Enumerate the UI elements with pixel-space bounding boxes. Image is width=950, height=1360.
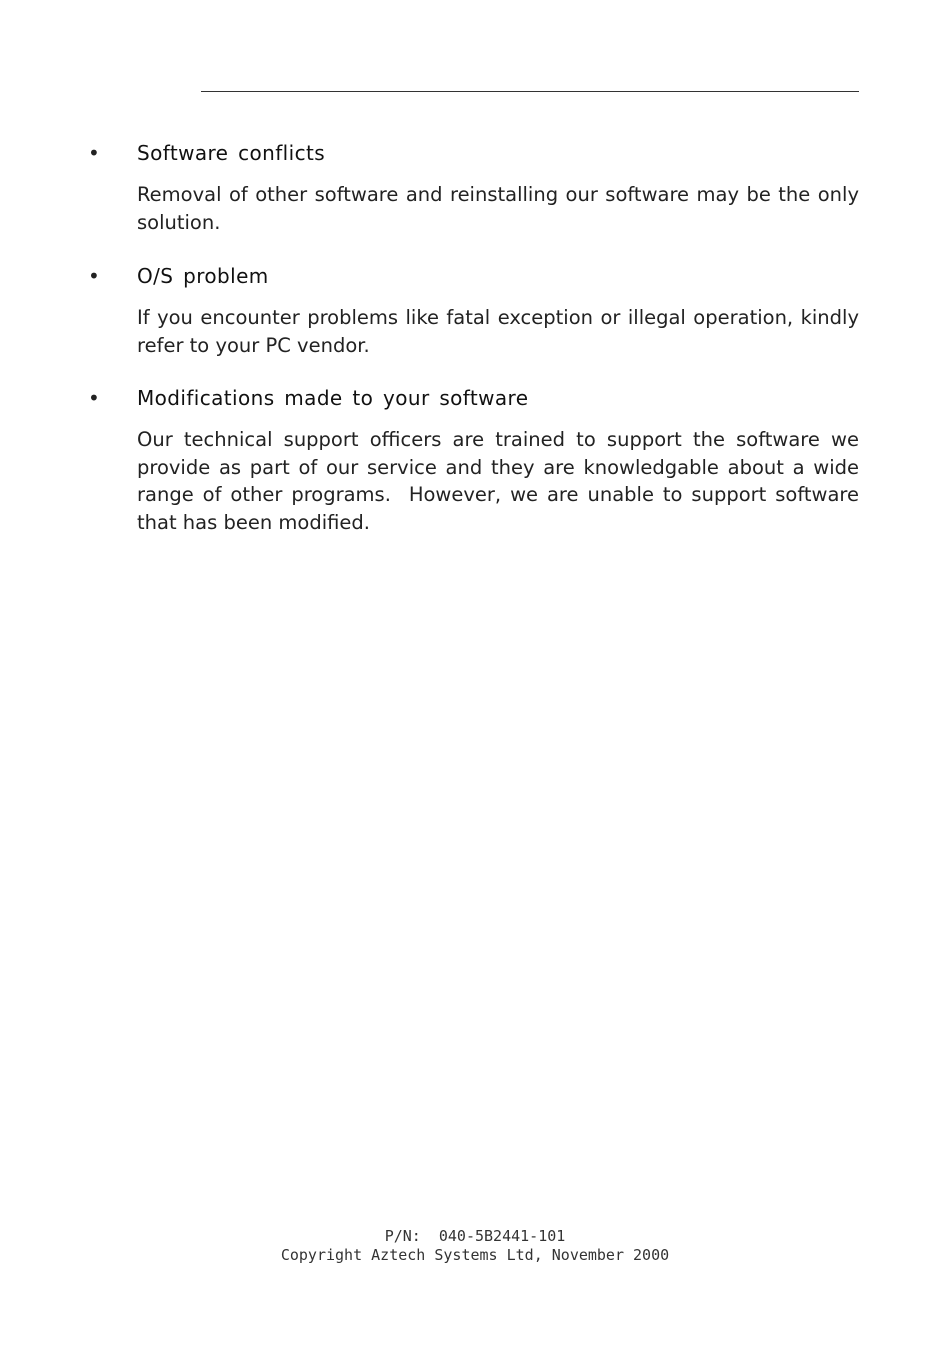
- section-heading: Modifications made to your software: [137, 386, 529, 410]
- header-rule: [201, 91, 859, 92]
- section-body: If you encounter problems like fatal exception or illegal operation, kindly refer to your PC vendor.: [137, 306, 859, 357]
- copyright-notice: Copyright Aztech Systems Ltd, November 2000: [280, 1246, 670, 1264]
- bullet-icon: •: [88, 141, 100, 165]
- part-number: P/N: 040-5B2441-101: [384, 1227, 566, 1245]
- section-heading: Software conflicts: [137, 141, 326, 165]
- section-body: Our technical support officers are trained to support the software we provide as part of our service and they are knowledgable about a wide range of other programs. However, we are unable to support software that has been modified.: [137, 428, 866, 534]
- bullet-icon: •: [88, 386, 100, 410]
- page-footer: [0, 1227, 950, 1265]
- bullet-icon: •: [88, 264, 100, 288]
- section-body: Removal of other software and reinstalling our software may be the only solution.: [137, 183, 859, 234]
- section-heading: O/S problem: [137, 264, 269, 288]
